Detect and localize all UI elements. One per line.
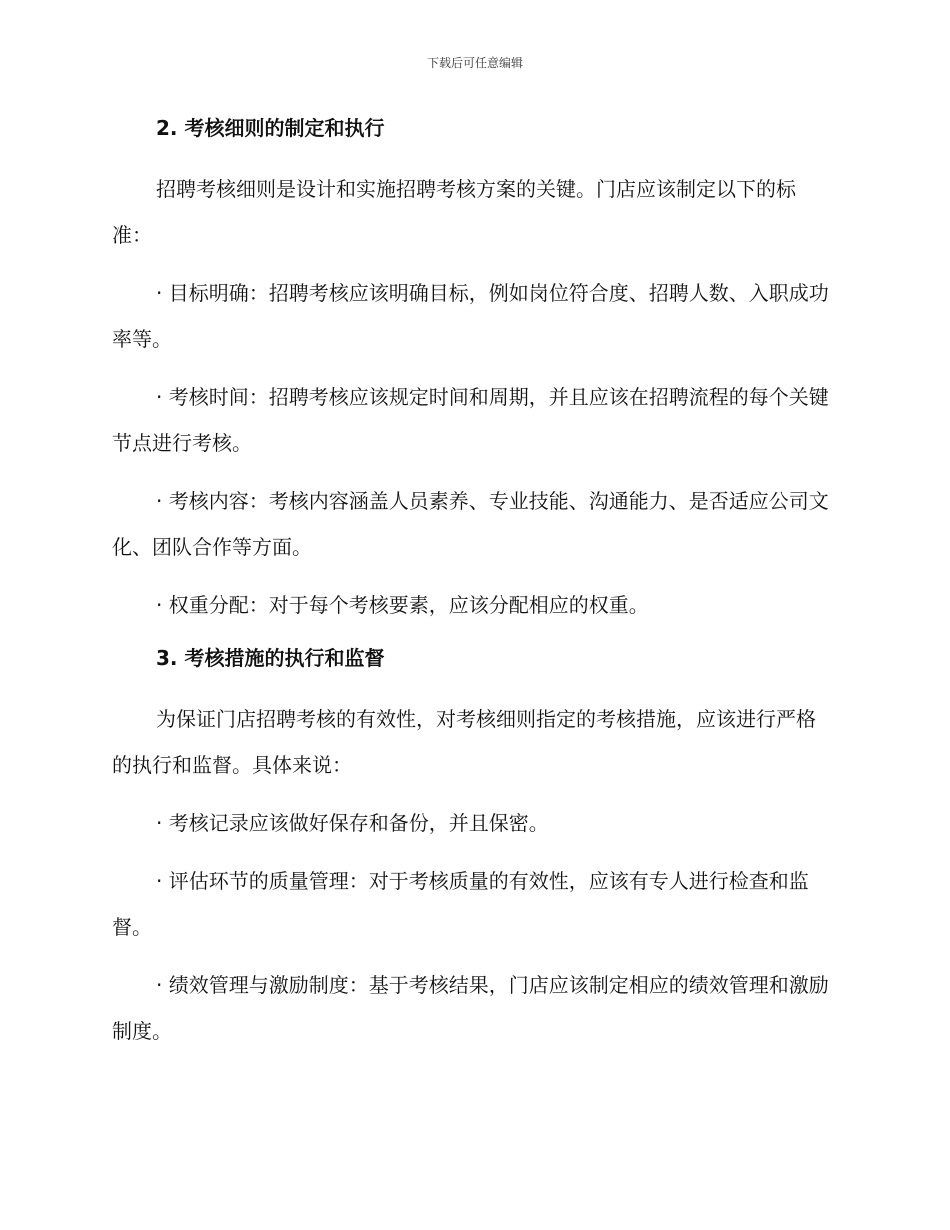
paragraph: 招聘考核细则是设计和实施招聘考核方案的关键。门店应该制定以下的标准： — [112, 177, 796, 247]
bullet-item: · 绩效管理与激励制度：基于考核结果，门店应该制定相应的绩效管理和激励制度。 — [112, 973, 829, 1043]
page-header-note: 下载后可任意编辑 — [426, 56, 523, 70]
bullet-item: · 权重分配：对于每个考核要素，应该分配相应的权重。 — [156, 593, 649, 617]
bullet-item: · 考核时间：招聘考核应该规定时间和周期，并且应该在招聘流程的每个关键节点进行考核。 — [112, 385, 829, 455]
section-3 — [112, 638, 832, 1054]
bullet-item: · 评估环节的质量管理：对于考核质量的有效性，应该有专人进行检查和监督。 — [112, 869, 809, 939]
section-2 — [112, 108, 832, 628]
bullet-item: · 考核内容：考核内容涵盖人员素养、专业技能、沟通能力、是否适应公司文化、团队合作等方面。 — [112, 489, 829, 559]
paragraph: 为保证门店招聘考核的有效性，对考核细则指定的考核措施，应该进行严格的执行和监督。具体来说： — [112, 707, 816, 777]
bullet-item: · 目标明确：招聘考核应该明确目标，例如岗位符合度、招聘人数、入职成功率等。 — [112, 281, 829, 351]
section-heading: 2. 考核细则的制定和执行 — [156, 116, 385, 140]
bullet-item: · 考核记录应该做好保存和备份，并且保密。 — [156, 811, 549, 835]
document-body — [112, 108, 832, 1066]
section-heading: 3. 考核措施的执行和监督 — [156, 646, 385, 670]
